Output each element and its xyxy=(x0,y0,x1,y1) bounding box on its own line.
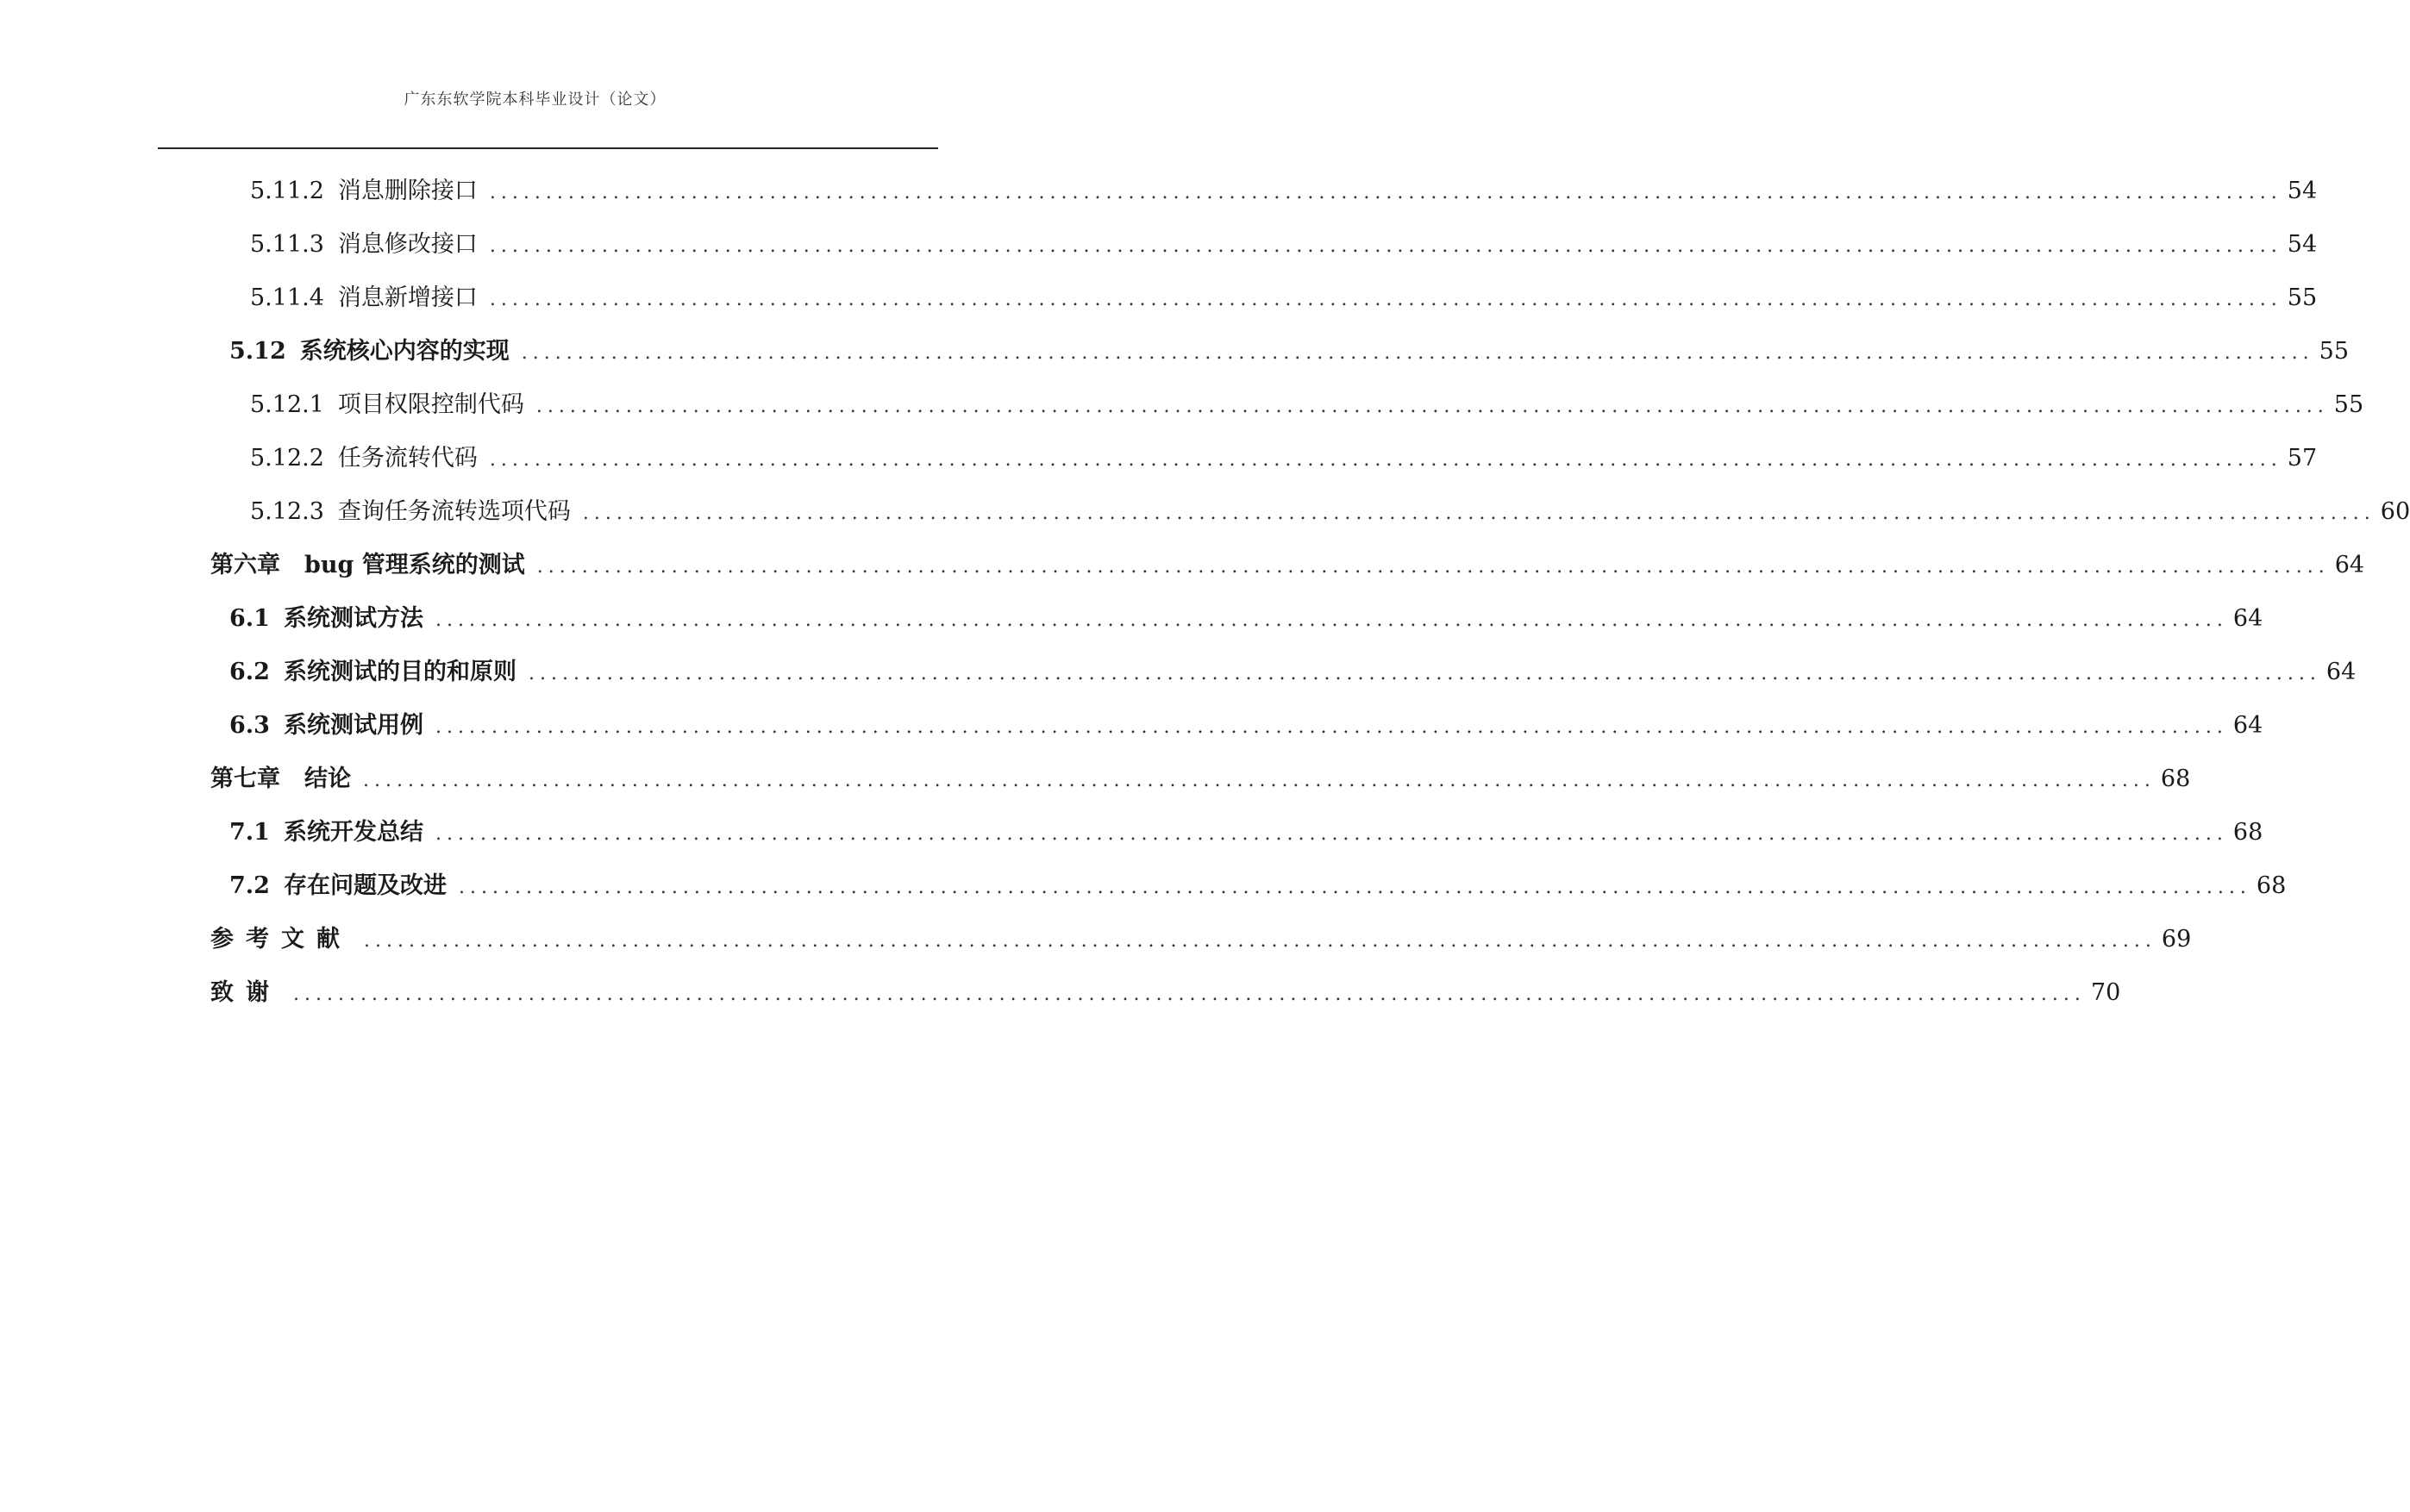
toc-entry-number: 7.2 xyxy=(229,872,270,899)
toc-entry[interactable] xyxy=(250,228,2318,262)
toc-entry-title: 系统开发总结 xyxy=(283,819,423,846)
toc-entry-page-number: 68 xyxy=(2256,872,2287,899)
toc-entry-number: 5.12 xyxy=(229,338,286,365)
toc-entry-page-number: 55 xyxy=(2333,391,2364,418)
toc-entry-page-number: 54 xyxy=(2287,178,2318,204)
toc-entry-title: 项目权限控制代码 xyxy=(337,391,524,418)
toc-entry-number: 5.12.1 xyxy=(250,391,324,418)
toc-entry-title: 结论 xyxy=(304,765,351,792)
toc-entry-title: 任务流转代码 xyxy=(337,445,478,472)
toc-entry-number: 第七章 xyxy=(210,765,280,792)
toc-entry-title: 系统测试的目的和原则 xyxy=(283,659,516,685)
toc-entry-number: 6.2 xyxy=(229,659,270,685)
toc-entry-page-number: 64 xyxy=(2232,605,2263,632)
toc-entry[interactable] xyxy=(210,976,2121,1010)
toc-entry-page-number: 54 xyxy=(2287,231,2318,258)
toc-dot-leader: ................................................................................................................................................................ xyxy=(528,663,2321,684)
toc-dot-leader: ................................................................................................................................................................ xyxy=(293,984,2086,1005)
toc-entry-page-number: 55 xyxy=(2319,338,2350,365)
toc-entry[interactable] xyxy=(229,602,2263,636)
toc-entry[interactable] xyxy=(229,655,2357,690)
toc-entry[interactable] xyxy=(250,174,2318,209)
toc-entry-number: 6.3 xyxy=(229,712,270,739)
toc-dot-leader: ................................................................................................................................................................ xyxy=(435,823,2228,845)
toc-entry-title: 参考文献 xyxy=(210,926,352,953)
toc-entry-page-number: 64 xyxy=(2334,552,2365,578)
toc-entry-page-number: 55 xyxy=(2287,284,2318,311)
toc-dot-leader: ................................................................................................................................................................ xyxy=(364,930,2156,952)
toc-entry-title: 查询任务流转选项代码 xyxy=(337,498,571,525)
toc-entry[interactable] xyxy=(210,762,2191,797)
toc-entry-title: 消息删除接口 xyxy=(337,178,478,204)
toc-dot-leader: ................................................................................................................................................................ xyxy=(489,289,2282,310)
toc-entry-title: 系统测试方法 xyxy=(283,605,423,632)
toc-entry-page-number: 64 xyxy=(2325,659,2357,685)
toc-entry-number: 6.1 xyxy=(229,605,270,632)
toc-entry-number: 7.1 xyxy=(229,819,270,846)
toc-entry-title: 系统测试用例 xyxy=(283,712,423,739)
toc-entry-number: 5.11.3 xyxy=(250,231,324,258)
toc-entry-page-number: 69 xyxy=(2161,926,2192,953)
toc-entry-number: 5.11.4 xyxy=(250,284,324,311)
toc-entry-number: 第六章 xyxy=(210,552,280,578)
toc-entry[interactable] xyxy=(250,388,2364,422)
toc-dot-leader: ................................................................................................................................................................ xyxy=(435,609,2228,631)
toc-dot-leader: ................................................................................................................................................................ xyxy=(535,396,2329,417)
toc-entry-title: 致谢 xyxy=(210,979,281,1006)
toc-entry-number: 5.12.3 xyxy=(250,498,324,525)
toc-entry-page-number: 70 xyxy=(2090,979,2121,1006)
header-rule xyxy=(158,147,938,149)
toc-dot-leader: ................................................................................................................................................................ xyxy=(521,342,2314,364)
toc-entry-page-number: 60 xyxy=(2380,498,2410,525)
toc-entry[interactable] xyxy=(229,869,2287,903)
toc-dot-leader: ................................................................................................................................................................ xyxy=(458,877,2251,898)
toc-entry-title: 系统核心内容的实现 xyxy=(299,338,510,365)
toc-dot-leader: ................................................................................................................................................................ xyxy=(363,770,2156,791)
toc-entry[interactable] xyxy=(229,334,2350,369)
toc-dot-leader: ................................................................................................................................................................ xyxy=(536,556,2330,578)
toc-dot-leader: ................................................................................................................................................................ xyxy=(489,235,2282,257)
toc-entry-number: 5.11.2 xyxy=(250,178,324,204)
toc-entry[interactable] xyxy=(250,441,2318,476)
toc-entry[interactable] xyxy=(229,709,2263,743)
toc-entry-page-number: 68 xyxy=(2160,765,2191,792)
toc-dot-leader: ................................................................................................................................................................ xyxy=(582,503,2376,524)
toc-entry-page-number: 57 xyxy=(2287,445,2318,472)
toc-dot-leader: ................................................................................................................................................................ xyxy=(435,716,2228,738)
toc-entry[interactable] xyxy=(210,548,2365,583)
toc-dot-leader: ................................................................................................................................................................ xyxy=(489,182,2282,203)
toc-entry-title: bug 管理系统的测试 xyxy=(304,552,525,578)
toc-entry[interactable] xyxy=(250,281,2318,316)
toc-entry-title: 存在问题及改进 xyxy=(283,872,447,899)
running-header: 广东东软学院本科毕业设计（论文） xyxy=(404,91,667,109)
toc-entry-page-number: 64 xyxy=(2232,712,2263,739)
toc-entry[interactable] xyxy=(250,495,2410,529)
toc-entry-title: 消息新增接口 xyxy=(337,284,478,311)
toc-entry-title: 消息修改接口 xyxy=(337,231,478,258)
toc-entry-page-number: 68 xyxy=(2232,819,2263,846)
toc-entry[interactable] xyxy=(210,922,2192,957)
toc-entry[interactable] xyxy=(229,815,2263,850)
toc-dot-leader: ................................................................................................................................................................ xyxy=(489,449,2282,471)
toc-entry-number: 5.12.2 xyxy=(250,445,324,472)
